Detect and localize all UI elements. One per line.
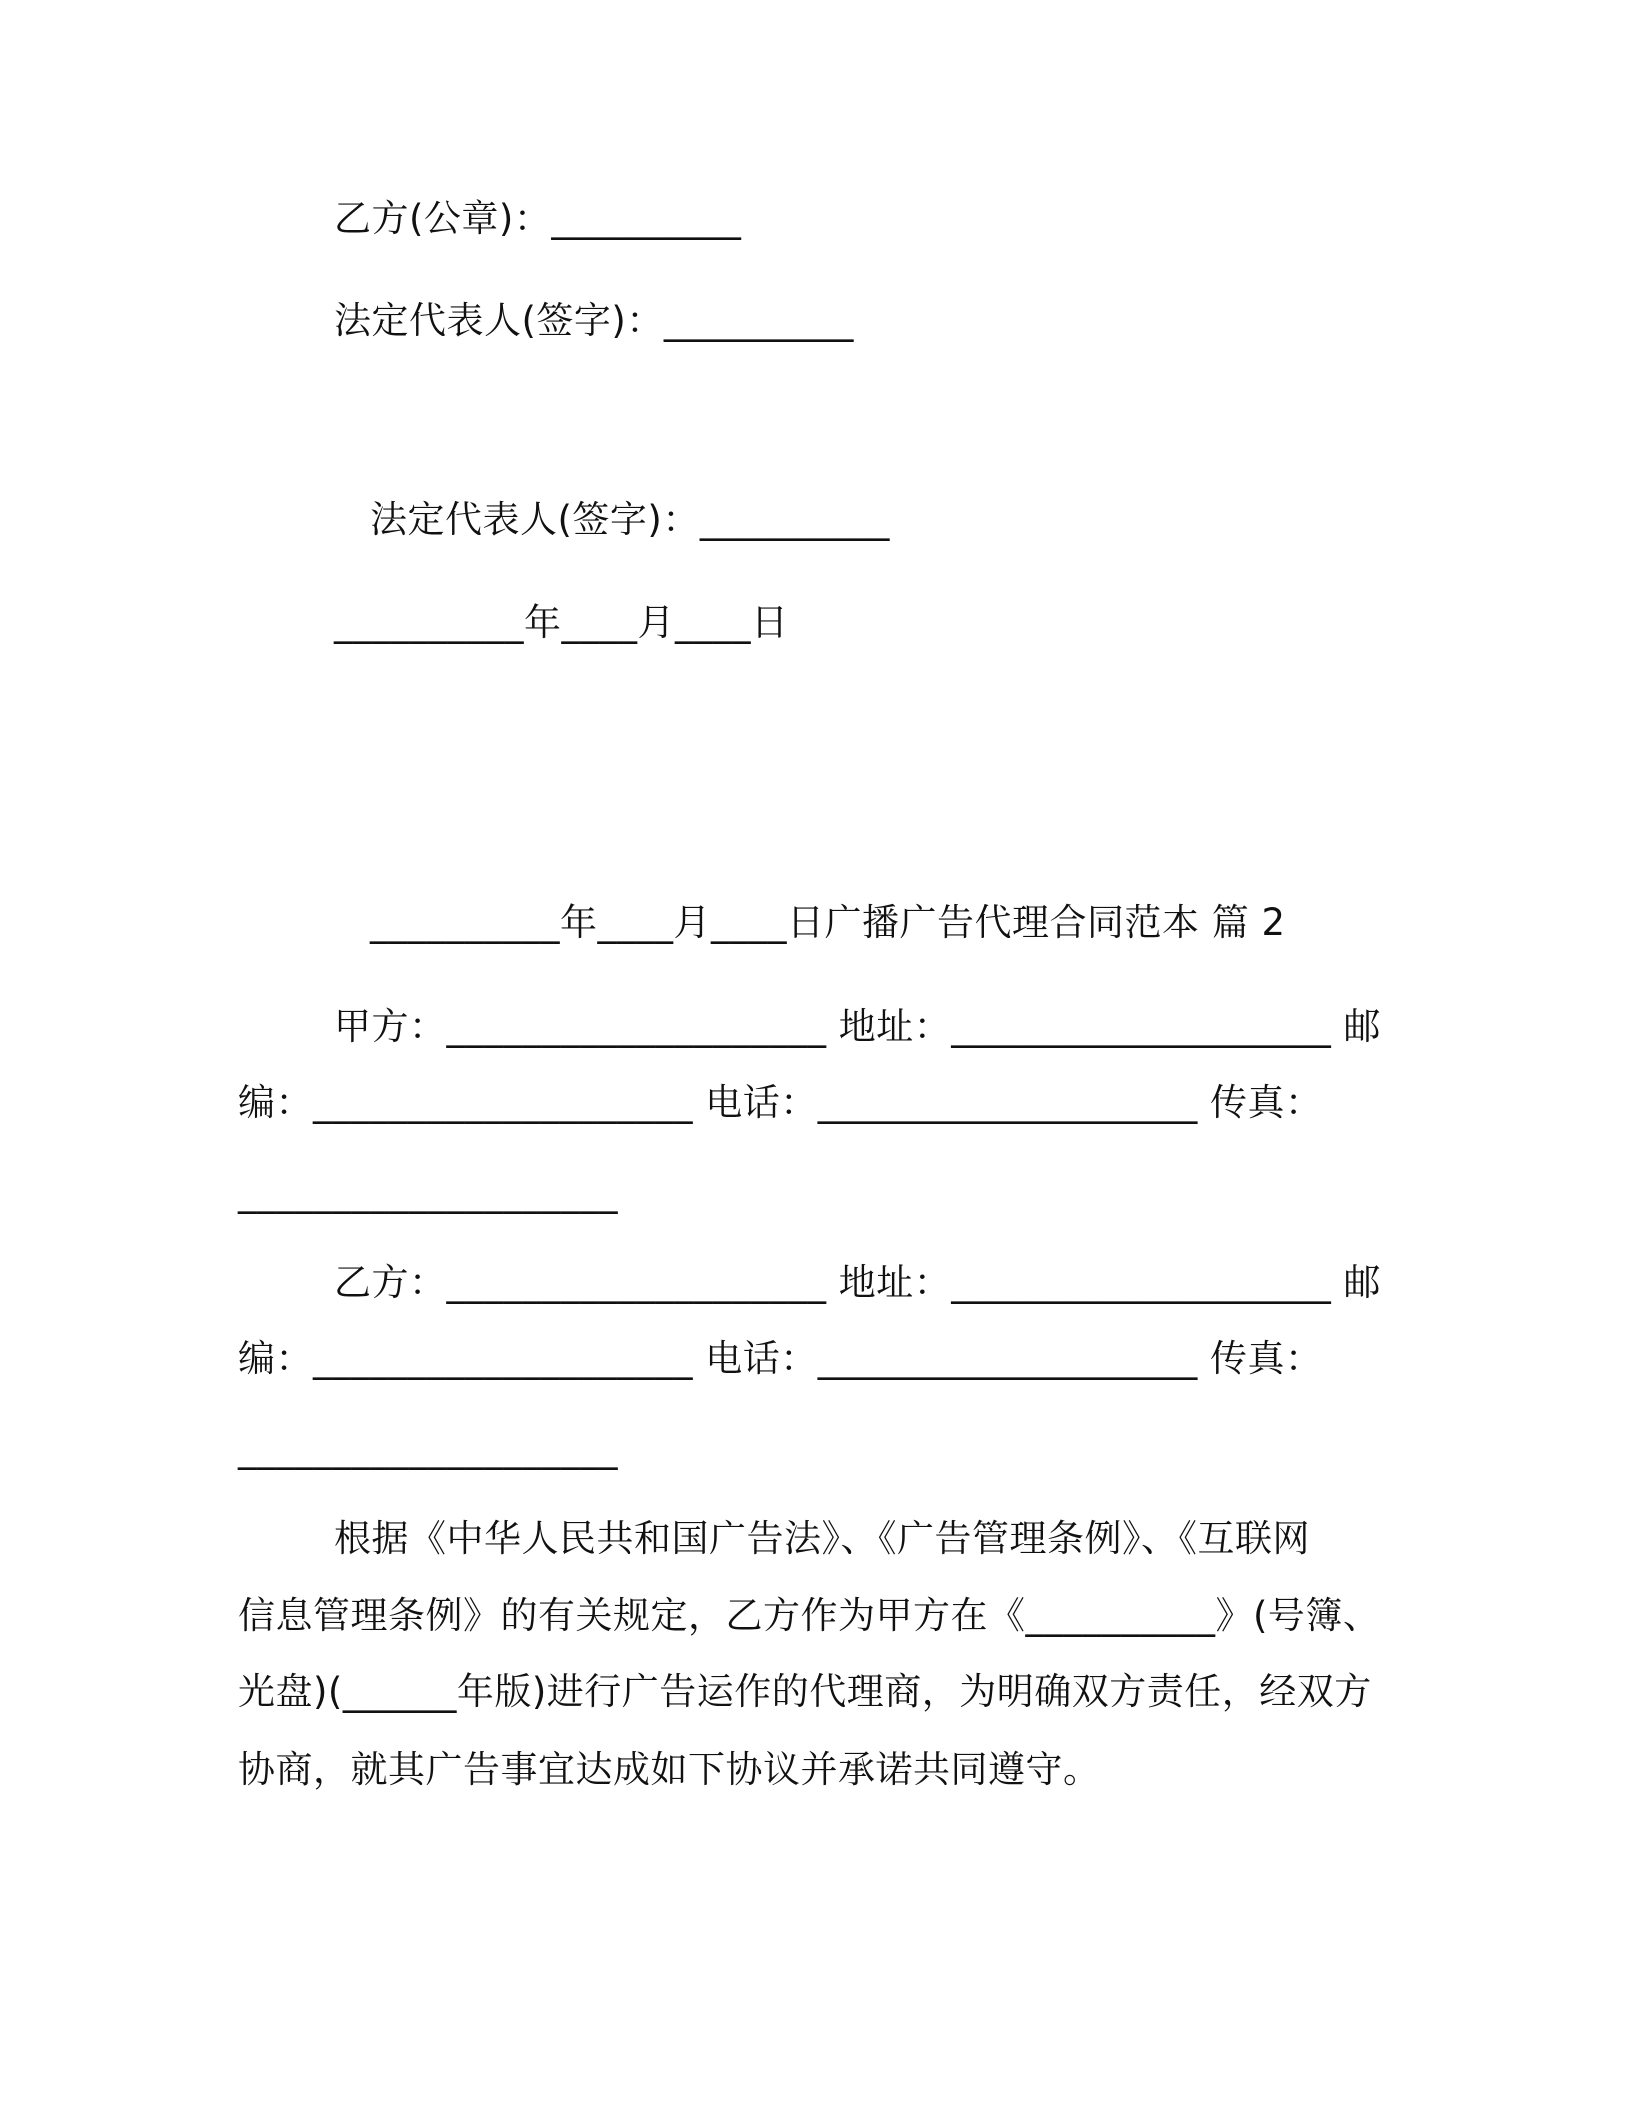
party-b-seal-line: 乙方(公章)：__________ [334,197,742,240]
preamble-line-2: 信息管理条例》的有关规定，乙方作为甲方在《__________》(号簿、 [238,1594,1381,1637]
party-a-line-3: ____________________ [238,1171,618,1214]
legal-rep-signature-line-2: 法定代表人(签字)：__________ [370,498,890,541]
party-b-line-2: 编：____________________ 电话：____________________ 传真： [238,1337,1323,1380]
preamble-line-3: 光盘)(______年版)进行广告运作的代理商，为明确双方责任，经双方 [238,1670,1372,1713]
party-b-line-1: 乙方：____________________ 地址：____________________ 邮 [334,1261,1382,1304]
signature-date-line: __________年____月____日 [334,601,789,644]
legal-rep-signature-line: 法定代表人(签字)：__________ [334,299,854,342]
preamble-line-1: 根据《中华人民共和国广告法》、《广告管理条例》、《互联网 [334,1517,1310,1560]
section-title: __________年____月____日广播广告代理合同范本 篇 2 [370,901,1286,944]
party-a-line-2: 编：____________________ 电话：____________________ 传真： [238,1081,1323,1124]
preamble-line-4: 协商，就其广告事宜达成如下协议并承诺共同遵守。 [238,1748,1101,1791]
party-a-line-1: 甲方：____________________ 地址：____________________ 邮 [334,1005,1382,1048]
party-b-line-3: ____________________ [238,1427,618,1470]
